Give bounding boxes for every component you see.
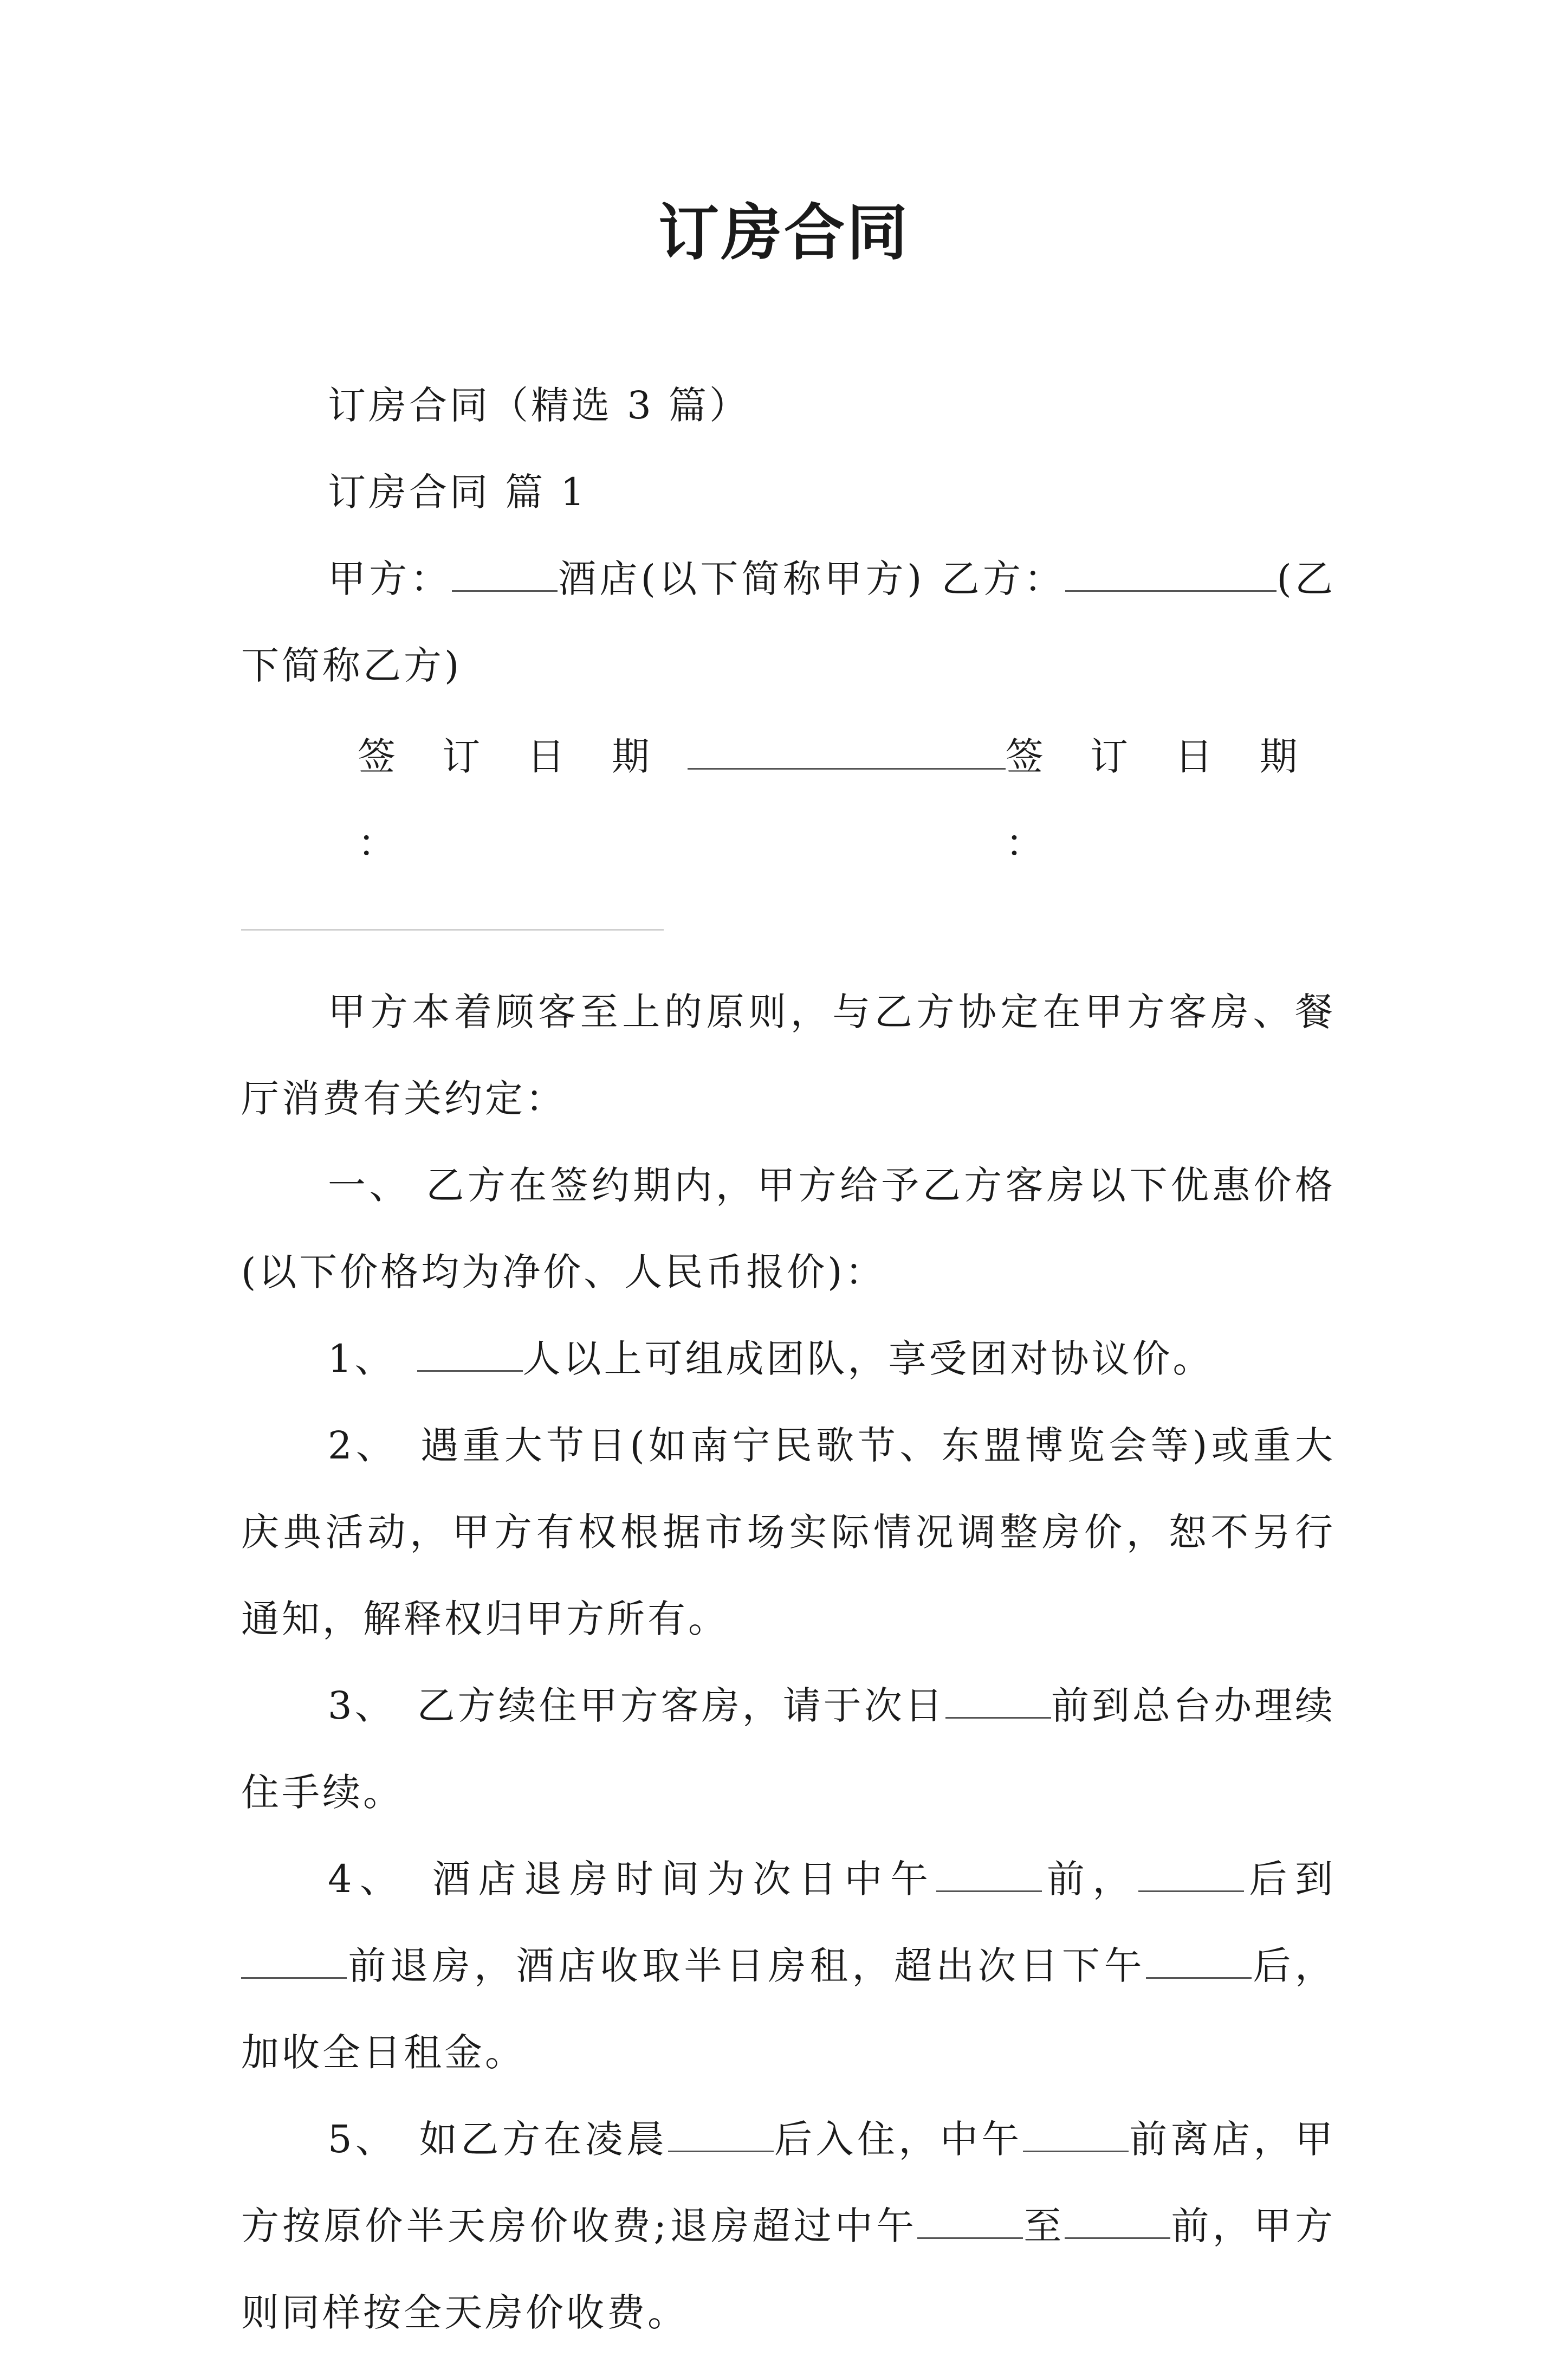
item-3-number: 3、 <box>328 1683 396 1728</box>
item-5-text-c: 前离店，甲方按原价半天房价收费;退房超过中午 <box>241 2117 1336 2248</box>
item-3 <box>241 1662 1336 1836</box>
section-heading: 订房合同 篇 1 <box>328 470 588 514</box>
item-5-blank-3 <box>917 2206 1023 2239</box>
item-2 <box>241 1402 1336 1662</box>
item-2-text: 遇重大节日(如南宁民歌节、东盟博览会等)或重大庆典活动，甲方有权根据市场实际情况调整房价，恕不另行通知，解释权归甲方所有。 <box>241 1423 1336 1641</box>
item-4-blank-1 <box>936 1859 1042 1892</box>
sign-date-blank-1 <box>688 737 1006 770</box>
item-2-number: 2、 <box>328 1423 398 1468</box>
sign-date-label-2: 签 订 日 期 ： <box>1005 734 1315 866</box>
item-1-text: 人以上可组成团队，享受团对协议价。 <box>522 1337 1214 1381</box>
party-a-blank <box>452 559 558 592</box>
document-body <box>241 362 1336 2356</box>
party-a-suffix: 酒店(以下简称甲方) <box>557 557 925 601</box>
item-5-text-b: 后入住，中午 <box>773 2117 1023 2161</box>
item-1-blank <box>417 1339 523 1372</box>
intro-paragraph: 甲方本着顾客至上的原则，与乙方协定在甲方客房、餐厅消费有关约定： <box>241 990 1336 1121</box>
item-3-text-b: 前到总台办理续住手续。 <box>241 1683 1336 1815</box>
item-3-blank <box>945 1686 1051 1719</box>
document-title: 订房合同 <box>658 197 910 268</box>
subtitle: 订房合同（精选 3 篇） <box>328 383 750 428</box>
party-b-blank <box>1065 559 1277 592</box>
item-5-text-a: 如乙方在凌晨 <box>418 2117 668 2161</box>
item-4 <box>241 1836 1336 2096</box>
item-4-blank-2 <box>1138 1859 1244 1892</box>
item-5-text-d: 至 <box>1023 2204 1065 2248</box>
item-3-text-a: 乙方续住甲方客房，请于次日 <box>417 1683 945 1728</box>
item-5-blank-4 <box>1065 2206 1170 2239</box>
sign-date-group-1 <box>358 713 1006 887</box>
item-5-blank-1 <box>668 2119 774 2152</box>
item-4-text-d: 前退房，酒店收取半日房租，超出次日下午 <box>347 1944 1146 1988</box>
item-4-text-e: 后，加收全日租金。 <box>241 1944 1336 2075</box>
item-5-text-e: 前，甲方则同样按全天房价收费。 <box>241 2204 1336 2335</box>
item-1 <box>241 1315 1336 1402</box>
party-b-suffix: (乙下简称乙方) <box>241 557 1336 688</box>
party-line <box>241 535 1336 709</box>
sign-date-row <box>241 713 1336 887</box>
item-4-text-a: 酒店退房时间为次日中午 <box>427 1857 936 1901</box>
party-b-label: 乙方： <box>941 557 1066 601</box>
item-4-blank-3 <box>241 1946 347 1979</box>
item-5 <box>241 2096 1336 2356</box>
sign-date-label-1: 签 订 日 期 ： <box>358 734 667 866</box>
clause-1: 一、 乙方在签约期内，甲方给予乙方客房以下优惠价格(以下价格均为净价、人民币报价)： <box>241 1163 1336 1294</box>
item-5-blank-2 <box>1023 2119 1129 2152</box>
sign-date-blank-2 <box>241 929 664 931</box>
item-5-number: 5、 <box>328 2117 397 2161</box>
item-4-text-c: 后到 <box>1244 1857 1336 1901</box>
item-1-number: 1、 <box>328 1337 396 1381</box>
item-4-text-b: 前， <box>1041 1857 1139 1901</box>
party-a-label: 甲方： <box>328 557 452 601</box>
item-4-number: 4、 <box>328 1857 406 1901</box>
item-4-blank-4 <box>1146 1946 1252 1979</box>
